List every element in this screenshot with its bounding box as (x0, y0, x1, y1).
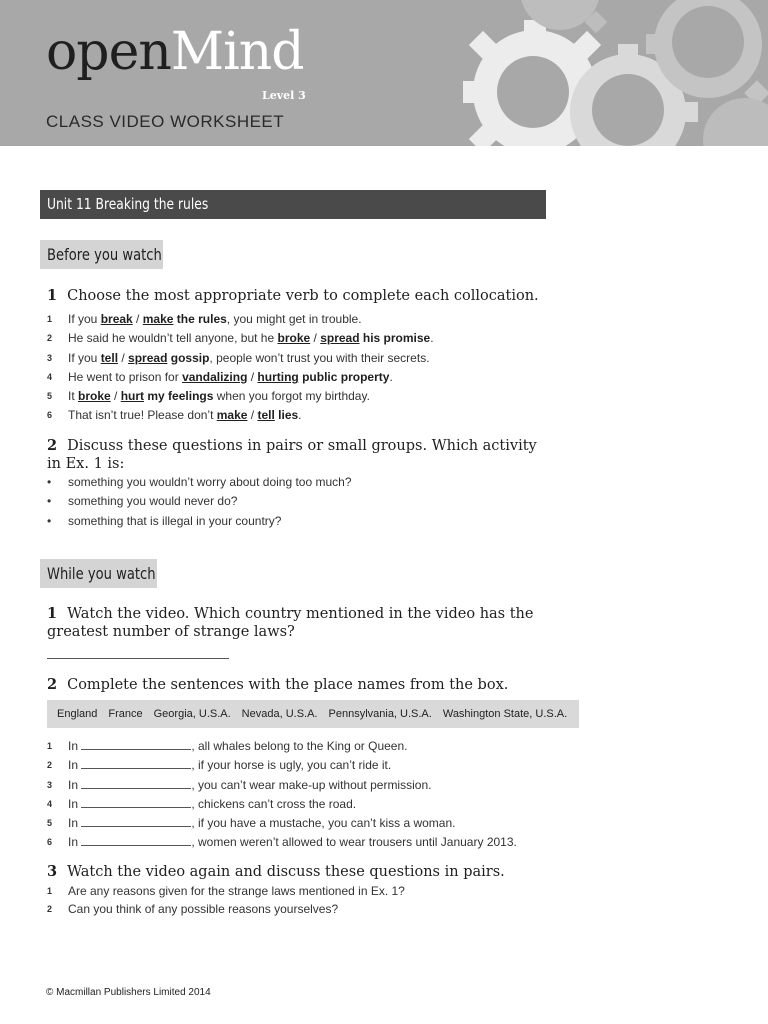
item-number: 3 (47, 779, 53, 790)
list-item (47, 512, 352, 531)
item-text: He said he wouldn’t tell anyone, but he (68, 331, 278, 346)
item-number: 1 (47, 741, 53, 751)
item-prefix: In (68, 796, 82, 811)
item-text: Can you think of any possible reasons yourselves? (68, 901, 339, 916)
item-number: 4 (47, 798, 53, 809)
item-text: when you forgot my birthday. (213, 389, 370, 404)
bullet-icon: • (47, 475, 52, 489)
answer-line[interactable] (47, 658, 229, 659)
item-text: Are any reasons given for the strange laws mentioned in Ex. 1? (68, 884, 405, 898)
section-before-label: Before you watch (47, 245, 162, 264)
item-prefix: In (68, 816, 82, 831)
item-number: 2 (47, 333, 53, 344)
list-item (47, 833, 517, 852)
before-q2-bullets (47, 473, 352, 531)
before-q1-instruction: 1 Choose the most appropriate verb to complete each collocation. (47, 287, 539, 304)
verb-option[interactable]: make (142, 312, 174, 326)
item-text: , you can’t wear make-up without permission. (191, 777, 432, 792)
item-number: 1 (47, 886, 53, 896)
bullet-text: something that is illegal in your country? (68, 513, 282, 528)
header-banner (0, 0, 768, 146)
item-number: 5 (47, 391, 53, 402)
list-item (47, 349, 434, 368)
collocation-noun: lies (274, 408, 299, 423)
place-name: England (57, 708, 98, 720)
item-text: , all whales belong to the King or Queen. (191, 739, 408, 753)
item-number: 2 (47, 760, 53, 771)
copyright-footer: © Macmillan Publishers Limited 2014 (46, 987, 211, 998)
worksheet-title: CLASS VIDEO WORKSHEET (46, 112, 285, 131)
place-names-box (47, 700, 579, 728)
item-text: . (430, 331, 434, 346)
option-separator: / (132, 312, 143, 326)
item-number: 1 (47, 314, 53, 324)
section-while-label: While you watch (47, 564, 156, 583)
bullet-icon: • (47, 513, 52, 528)
item-number: 5 (47, 818, 53, 829)
list-item (47, 756, 517, 775)
place-name: Nevada, U.S.A. (241, 708, 318, 720)
option-separator: / (110, 389, 121, 404)
item-prefix: In (68, 777, 82, 792)
collocation-noun: my feelings (144, 389, 214, 404)
answer-blank[interactable] (81, 757, 191, 769)
collocation-noun: public property (298, 369, 390, 384)
list-item (47, 406, 434, 425)
item-text: , chickens can’t cross the road. (191, 796, 357, 811)
list-item (47, 901, 405, 919)
section-before-you-watch (40, 240, 163, 269)
item-number: 6 (47, 410, 53, 421)
brand-open: open (46, 22, 171, 82)
brand-mind: Mind (170, 22, 304, 82)
item-prefix: In (68, 758, 82, 773)
item-text: . (389, 369, 393, 384)
brand-logo (46, 22, 304, 82)
list-item (47, 329, 434, 348)
item-text: , women weren’t allowed to wear trousers until January 2013. (191, 835, 517, 850)
item-text: If you (68, 350, 101, 365)
place-name: France (108, 708, 143, 720)
section-while-you-watch (40, 559, 157, 588)
while-q2-instruction: 2 Complete the sentences with the place names from the box. (47, 676, 509, 693)
answer-blank[interactable] (81, 815, 191, 827)
item-text: , you might get in trouble. (226, 312, 362, 326)
bullet-text: something you wouldn’t worry about doing too much? (68, 475, 352, 489)
collocation-noun: gossip (167, 350, 210, 365)
verb-option[interactable]: tell (257, 408, 275, 423)
unit-title-bar (40, 190, 546, 219)
place-name: Pennsylvania, U.S.A. (328, 708, 432, 720)
option-separator: / (310, 331, 321, 346)
item-text: He went to prison for (68, 369, 183, 384)
list-item (47, 492, 352, 511)
item-text: , if your horse is ugly, you can’t ride it. (191, 758, 392, 773)
while-q1-instruction: 1 Watch the video. Which country mentioned in the video has the greatest number of strange laws? (47, 605, 534, 640)
level-label: Level 3 (262, 89, 306, 102)
item-prefix: In (68, 739, 82, 753)
list-item (47, 795, 517, 814)
list-item (47, 387, 434, 406)
list-item (47, 310, 434, 329)
verb-option[interactable]: broke (78, 389, 111, 404)
item-text: That isn’t true! Please don’t (68, 408, 217, 423)
verb-option[interactable]: spread (128, 350, 168, 365)
item-number: 6 (47, 837, 53, 848)
bullet-icon: • (47, 494, 52, 509)
while-q3-instruction: 3 Watch the video again and discuss these questions in pairs. (47, 863, 505, 880)
option-separator: / (118, 350, 129, 365)
place-name: Washington State, U.S.A. (442, 708, 568, 720)
list-item (47, 368, 434, 387)
verb-option[interactable]: make (216, 408, 248, 423)
unit-title: Unit 11 Breaking the rules (47, 195, 209, 213)
answer-blank[interactable] (81, 777, 191, 789)
list-item (47, 737, 517, 756)
before-q2-instruction: 2 Discuss these questions in pairs or small groups. Which activity in Ex. 1 is: (47, 437, 537, 472)
while-q3-list (47, 883, 405, 918)
while-q2-list (47, 737, 517, 853)
before-q1-list (47, 310, 434, 426)
list-item (47, 814, 517, 833)
item-text: It (68, 389, 79, 404)
item-number: 3 (47, 352, 53, 363)
option-separator: / (247, 408, 258, 423)
verb-option[interactable]: break (100, 312, 133, 326)
item-number: 2 (47, 903, 53, 914)
place-name: Georgia, U.S.A. (153, 708, 231, 720)
collocation-noun: the rules (173, 312, 227, 326)
verb-option[interactable]: tell (100, 350, 119, 365)
verb-option[interactable]: broke (277, 331, 311, 346)
item-text: If you (68, 312, 101, 326)
item-text: , people won’t trust you with their secrets. (209, 350, 430, 365)
item-number: 4 (47, 371, 53, 382)
item-prefix: In (68, 835, 82, 850)
item-text: , if you have a mustache, you can’t kiss a woman. (191, 816, 456, 831)
list-item (47, 883, 405, 901)
verb-option[interactable]: hurt (120, 389, 145, 404)
collocation-noun: his promise (359, 331, 431, 346)
verb-option[interactable]: hurting (257, 369, 299, 384)
item-text: . (298, 408, 302, 423)
answer-blank[interactable] (81, 738, 191, 750)
bullet-text: something you would never do? (68, 494, 238, 509)
answer-blank[interactable] (81, 796, 191, 808)
option-separator: / (247, 369, 258, 384)
list-item (47, 776, 517, 795)
list-item (47, 473, 352, 492)
verb-option[interactable]: vandalizing (182, 369, 248, 384)
verb-option[interactable]: spread (320, 331, 360, 346)
answer-blank[interactable] (81, 834, 191, 846)
